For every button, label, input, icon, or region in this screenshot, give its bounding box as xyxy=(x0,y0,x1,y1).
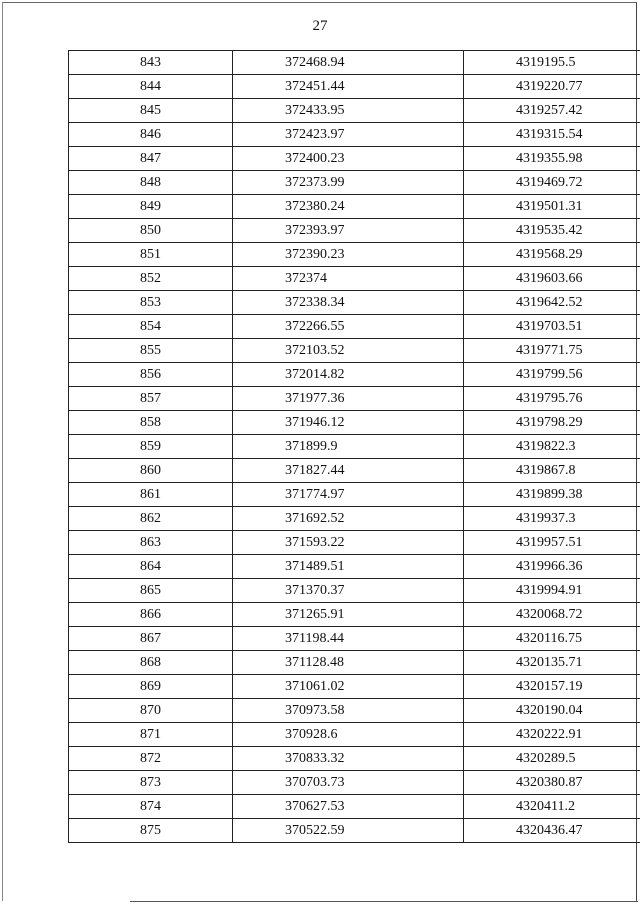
y-coordinate-cell: 4319257.42 xyxy=(464,99,640,123)
point-number-cell: 849 xyxy=(69,195,233,219)
point-number-cell: 846 xyxy=(69,123,233,147)
point-number-cell: 873 xyxy=(69,771,233,795)
table-row xyxy=(69,339,640,363)
point-number-cell: 856 xyxy=(69,363,233,387)
point-number-cell: 868 xyxy=(69,651,233,675)
table-row xyxy=(69,195,640,219)
x-coordinate-cell: 370522.59 xyxy=(233,819,464,843)
x-coordinate-cell: 371593.22 xyxy=(233,531,464,555)
x-coordinate-cell: 370703.73 xyxy=(233,771,464,795)
point-number-cell: 852 xyxy=(69,267,233,291)
y-coordinate-cell: 4319642.52 xyxy=(464,291,640,315)
table-row xyxy=(69,771,640,795)
point-number-cell: 855 xyxy=(69,339,233,363)
table-row xyxy=(69,579,640,603)
point-number-cell: 863 xyxy=(69,531,233,555)
table-row xyxy=(69,315,640,339)
table-row xyxy=(69,603,640,627)
y-coordinate-cell: 4319603.66 xyxy=(464,267,640,291)
point-number-cell: 867 xyxy=(69,627,233,651)
table-row xyxy=(69,171,640,195)
point-number-cell: 844 xyxy=(69,75,233,99)
x-coordinate-cell: 371370.37 xyxy=(233,579,464,603)
y-coordinate-cell: 4320135.71 xyxy=(464,651,640,675)
x-coordinate-cell: 371061.02 xyxy=(233,675,464,699)
table-row xyxy=(69,411,640,435)
x-coordinate-cell: 372380.24 xyxy=(233,195,464,219)
table-row xyxy=(69,435,640,459)
point-number-cell: 847 xyxy=(69,147,233,171)
y-coordinate-cell: 4320222.91 xyxy=(464,723,640,747)
table-row xyxy=(69,51,640,75)
point-number-cell: 865 xyxy=(69,579,233,603)
x-coordinate-cell: 370627.53 xyxy=(233,795,464,819)
y-coordinate-cell: 4320068.72 xyxy=(464,603,640,627)
point-number-cell: 858 xyxy=(69,411,233,435)
y-coordinate-cell: 4320436.47 xyxy=(464,819,640,843)
y-coordinate-cell: 4319501.31 xyxy=(464,195,640,219)
table-row xyxy=(69,723,640,747)
x-coordinate-cell: 371827.44 xyxy=(233,459,464,483)
y-coordinate-cell: 4319195.5 xyxy=(464,51,640,75)
y-coordinate-cell: 4319771.75 xyxy=(464,339,640,363)
x-coordinate-cell: 372373.99 xyxy=(233,171,464,195)
x-coordinate-cell: 372433.95 xyxy=(233,99,464,123)
x-coordinate-cell: 371198.44 xyxy=(233,627,464,651)
point-number-cell: 857 xyxy=(69,387,233,411)
x-coordinate-cell: 372374 xyxy=(233,267,464,291)
point-number-cell: 869 xyxy=(69,675,233,699)
x-coordinate-cell: 372468.94 xyxy=(233,51,464,75)
y-coordinate-cell: 4319899.38 xyxy=(464,483,640,507)
y-coordinate-cell: 4319568.29 xyxy=(464,243,640,267)
y-coordinate-cell: 4319957.51 xyxy=(464,531,640,555)
point-number-cell: 870 xyxy=(69,699,233,723)
table-row xyxy=(69,507,640,531)
scan-bottom-edge xyxy=(130,901,638,902)
table-row xyxy=(69,531,640,555)
x-coordinate-cell: 371899.9 xyxy=(233,435,464,459)
y-coordinate-cell: 4320411.2 xyxy=(464,795,640,819)
x-coordinate-cell: 371692.52 xyxy=(233,507,464,531)
y-coordinate-cell: 4319966.36 xyxy=(464,555,640,579)
table-row xyxy=(69,699,640,723)
y-coordinate-cell: 4320190.04 xyxy=(464,699,640,723)
point-number-cell: 845 xyxy=(69,99,233,123)
y-coordinate-cell: 4319220.77 xyxy=(464,75,640,99)
coordinates-table-body xyxy=(69,51,640,843)
x-coordinate-cell: 372266.55 xyxy=(233,315,464,339)
table-row xyxy=(69,363,640,387)
x-coordinate-cell: 371774.97 xyxy=(233,483,464,507)
y-coordinate-cell: 4320289.5 xyxy=(464,747,640,771)
coordinates-table xyxy=(68,50,640,843)
table-row xyxy=(69,555,640,579)
y-coordinate-cell: 4319535.42 xyxy=(464,219,640,243)
page-number: 27 xyxy=(312,18,328,34)
table-row xyxy=(69,291,640,315)
point-number-cell: 860 xyxy=(69,459,233,483)
y-coordinate-cell: 4320157.19 xyxy=(464,675,640,699)
y-coordinate-cell: 4319469.72 xyxy=(464,171,640,195)
y-coordinate-cell: 4319867.8 xyxy=(464,459,640,483)
point-number-cell: 862 xyxy=(69,507,233,531)
point-number-cell: 859 xyxy=(69,435,233,459)
y-coordinate-cell: 4319795.76 xyxy=(464,387,640,411)
y-coordinate-cell: 4319799.56 xyxy=(464,363,640,387)
y-coordinate-cell: 4319937.3 xyxy=(464,507,640,531)
point-number-cell: 864 xyxy=(69,555,233,579)
x-coordinate-cell: 372400.23 xyxy=(233,147,464,171)
table-row xyxy=(69,99,640,123)
y-coordinate-cell: 4319315.54 xyxy=(464,123,640,147)
x-coordinate-cell: 372338.34 xyxy=(233,291,464,315)
y-coordinate-cell: 4319703.51 xyxy=(464,315,640,339)
y-coordinate-cell: 4320116.75 xyxy=(464,627,640,651)
table-row xyxy=(69,243,640,267)
x-coordinate-cell: 371265.91 xyxy=(233,603,464,627)
x-coordinate-cell: 372014.82 xyxy=(233,363,464,387)
table-row xyxy=(69,123,640,147)
table-row xyxy=(69,747,640,771)
x-coordinate-cell: 372451.44 xyxy=(233,75,464,99)
point-number-cell: 874 xyxy=(69,795,233,819)
x-coordinate-cell: 370833.32 xyxy=(233,747,464,771)
point-number-cell: 843 xyxy=(69,51,233,75)
x-coordinate-cell: 372423.97 xyxy=(233,123,464,147)
x-coordinate-cell: 371489.51 xyxy=(233,555,464,579)
point-number-cell: 875 xyxy=(69,819,233,843)
x-coordinate-cell: 372390.23 xyxy=(233,243,464,267)
table-row xyxy=(69,819,640,843)
x-coordinate-cell: 371977.36 xyxy=(233,387,464,411)
y-coordinate-cell: 4319994.91 xyxy=(464,579,640,603)
table-row xyxy=(69,483,640,507)
table-row xyxy=(69,675,640,699)
x-coordinate-cell: 370928.6 xyxy=(233,723,464,747)
point-number-cell: 866 xyxy=(69,603,233,627)
table-row xyxy=(69,75,640,99)
table-row xyxy=(69,627,640,651)
table-row xyxy=(69,459,640,483)
table-row xyxy=(69,651,640,675)
x-coordinate-cell: 371946.12 xyxy=(233,411,464,435)
y-coordinate-cell: 4319355.98 xyxy=(464,147,640,171)
y-coordinate-cell: 4320380.87 xyxy=(464,771,640,795)
point-number-cell: 854 xyxy=(69,315,233,339)
table-row xyxy=(69,387,640,411)
table-row xyxy=(69,267,640,291)
point-number-cell: 872 xyxy=(69,747,233,771)
point-number-cell: 851 xyxy=(69,243,233,267)
x-coordinate-cell: 370973.58 xyxy=(233,699,464,723)
x-coordinate-cell: 372393.97 xyxy=(233,219,464,243)
y-coordinate-cell: 4319798.29 xyxy=(464,411,640,435)
table-row xyxy=(69,795,640,819)
table-row xyxy=(69,219,640,243)
point-number-cell: 850 xyxy=(69,219,233,243)
point-number-cell: 871 xyxy=(69,723,233,747)
x-coordinate-cell: 371128.48 xyxy=(233,651,464,675)
point-number-cell: 861 xyxy=(69,483,233,507)
table-row xyxy=(69,147,640,171)
x-coordinate-cell: 372103.52 xyxy=(233,339,464,363)
point-number-cell: 848 xyxy=(69,171,233,195)
point-number-cell: 853 xyxy=(69,291,233,315)
y-coordinate-cell: 4319822.3 xyxy=(464,435,640,459)
